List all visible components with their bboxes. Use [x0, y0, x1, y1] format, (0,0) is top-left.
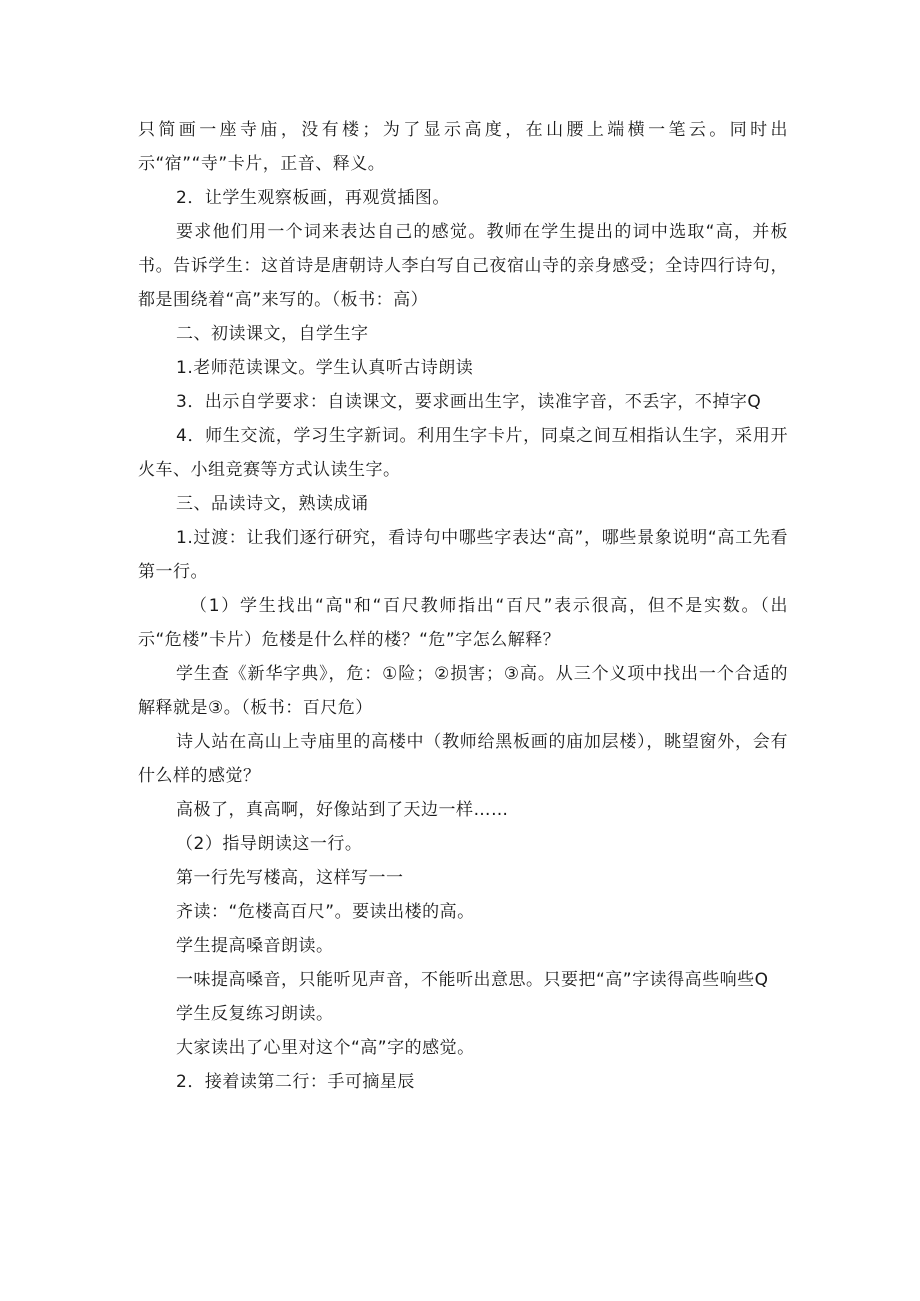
paragraph: 2．让学生观察板画，再观赏插图。 — [176, 188, 450, 208]
paragraph: 三、品读诗文，熟读成诵 — [176, 494, 369, 514]
paragraph: 二、初读课文，自学生字 — [176, 324, 369, 344]
paragraph: 2．接着读第二行：手可摘星辰 — [176, 1072, 415, 1092]
paragraph: 3．出示自学要求：自读课文，要求画出生字，读准字音，不丢字，不掉字Q — [176, 392, 762, 412]
paragraph: 要求他们用一个词来表达自己的感觉。教师在学生提出的词中选取“高，并板书。告诉学生：这首诗是唐朝诗人李白写自己夜宿山寺的亲身感受；全诗四行诗句，都是围绕着“高”来写的。（板书：高） — [138, 222, 788, 310]
paragraph: 高极了，真高啊，好像站到了天边一样…… — [176, 800, 509, 820]
paragraph: 大家读出了心里对这个“高”字的感觉。 — [176, 1038, 475, 1058]
paragraph: 1.老师范读课文。学生认真听古诗朗读 — [176, 358, 474, 378]
paragraph: 学生提高嗓音朗读。 — [176, 936, 334, 956]
paragraph: （1）学生找出“高"和“百尺教师指出“百尺”表示很高，但不是实数。（出示“危楼”卡片）危楼是什么样的楼？“危”字怎么解释？ — [138, 596, 788, 650]
paragraph: 只简画一座寺庙，没有楼；为了显示高度，在山腰上端横一笔云。同时出示“宿”“寺”卡片，正音、释义。 — [138, 120, 788, 174]
paragraph: 学生反复练习朗读。 — [176, 1004, 334, 1024]
paragraph: （2）指导朗读这一行。 — [176, 834, 363, 854]
paragraph: 诗人站在高山上寺庙里的高楼中（教师给黑板画的庙加层楼），眺望窗外，会有什么样的感觉？ — [138, 732, 788, 786]
paragraph: 学生查《新华字典》，危：①险；②损害；③高。从三个义项中找出一个合适的解释就是③。（板书：百尺危） — [138, 664, 788, 718]
paragraph: 齐读：“危楼高百尺”。要读出楼的高。 — [176, 902, 475, 922]
paragraph: 4．师生交流，学习生字新词。利用生字卡片，同桌之间互相指认生字，采用开火车、小组竞赛等方式认读生字。 — [138, 426, 788, 480]
paragraph: 第一行先写楼高，这样写一一 — [176, 868, 404, 888]
paragraph: 1.过渡：让我们逐行研究，看诗句中哪些字表达“高”，哪些景象说明“高工先看第一行。 — [138, 528, 788, 582]
paragraph: 一味提高嗓音，只能听见声音，不能听出意思。只要把“高”字读得高些响些Q — [176, 970, 769, 990]
document-body — [138, 113, 788, 1099]
